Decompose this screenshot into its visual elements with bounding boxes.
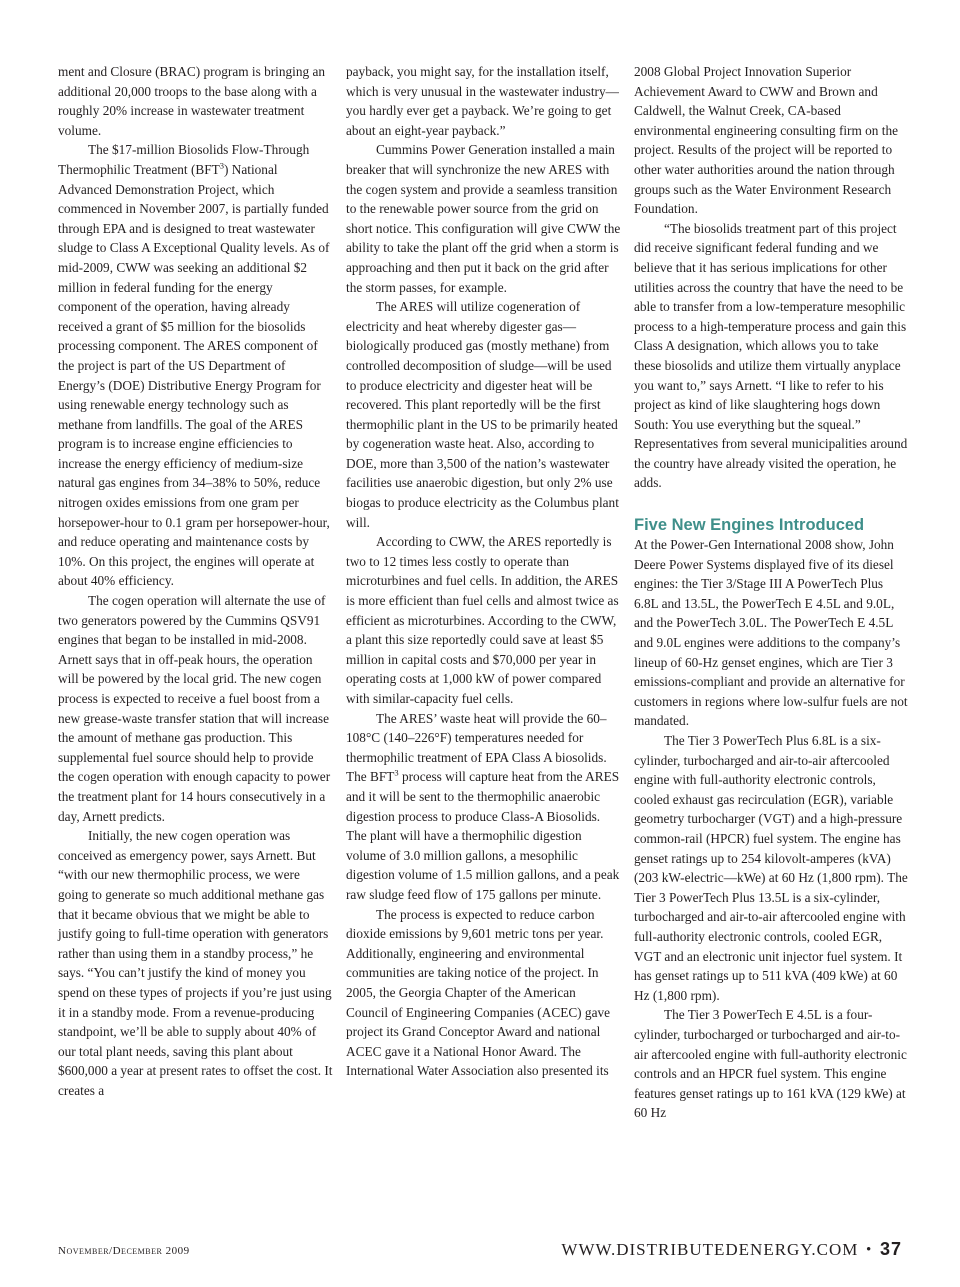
superscript: 3 — [219, 160, 225, 171]
website-link[interactable]: WWW.DISTRIBUTEDENERGY.COM — [561, 1240, 859, 1259]
article-column-1 — [58, 62, 333, 1100]
paragraph: The Tier 3 PowerTech E 4.5L is a four-cylinder, turbocharged or turbocharged and air-to-air aftercooled engine with full-authority electronic controls and an HPCR fuel system. This engine features genset ratings up to 161 kVA (129 kWe) at 60 Hz — [634, 1007, 907, 1121]
paragraph: Initially, the new cogen operation was conceived as emergency power, says Arnett. But “with our new thermophilic process, we were going to generate so much additional methane gas that it became obvious that we might be able to justify going to full-time operation with generators rather than using them in a standby process,” he says. “You can’t justify the kind of money you spend on these types of projects if you’re just using it in a standby mode. From a revenue-producing standpoint, we’ll be able to supply about 40% of our total plant needs, saving this plant about $600,000 a year at present rates to offset the cost. It creates a — [58, 828, 333, 1098]
text-run: process will capture heat from the ARES and it will be sent to the thermophilic anaerobic digestion process to produce Class-A Biosolids. The plant will have a thermophilic digestion volume of 3.0 million gallons, a mesophilic digestion volume of 1.5 million gallons, and a peak raw sludge feed flow of 175 gallons per minute. — [346, 769, 620, 902]
bullet-separator: • — [866, 1241, 872, 1256]
page-number: 37 — [879, 1239, 902, 1259]
article-column-2 — [346, 62, 621, 1081]
paragraph: According to CWW, the ARES reportedly is two to 12 times less costly to operate than microturbines and fuel cells. In addition, the ARES is more efficient than fuel cells and almost twice as efficient as microturbines. According to the CWW, a plant this size reportedly could save at least $5 million in capital costs and $70,000 per year in operating costs at 1,000 kW of power compared with similar-capacity fuel cells. — [346, 534, 619, 706]
page-footer — [561, 1239, 902, 1260]
paragraph: 2008 Global Project Innovation Superior Achievement Award to CWW and Brown and Caldwell, the Walnut Creek, CA-based environmental engineering consulting firm on the project. Results of the project will be reported to other water authorities around the nation through groups such as the Water Environment Research Foundation. — [634, 64, 899, 217]
article-column-3 — [634, 62, 909, 1123]
section-heading: Five New Engines Introduced — [634, 516, 865, 535]
paragraph — [346, 709, 621, 905]
text-run: The ARES’ waste heat will provide the 60–108°C (140–226°F) temperatures needed for thermophilic treatment of EPA Class A biosolids. The BFT — [346, 710, 607, 785]
paragraph: The process is expected to reduce carbon dioxide emissions by 9,601 metric tons per year. Additionally, engineering and environmental communities are taking notice of the project. In 2005, the Georgia Chapter of the American Council of Engineering Companies (ACEC) gave project its Grand Conceptor Award and national ACEC gave it a National Honor Award. The International Water Association also presented its — [346, 906, 611, 1079]
paragraph: payback, you might say, for the installation itself, which is very unusual in the wastewater industry—you hardly ever get a payback. We’re going to get about an eight-year payback.” — [346, 64, 619, 138]
superscript: 3 — [394, 767, 399, 778]
paragraph: Cummins Power Generation installed a main breaker that will synchronize the new ARES with the cogen system and provide a seamless transition to the renewable power source from the grid on short notice. This configuration will give CWW the ability to take the plant off the grid when a storm is approaching and then put it back on the grid after the storm passes, for example. — [346, 142, 621, 295]
paragraph: The ARES will utilize cogeneration of electricity and heat whereby digester gas—biologically produced gas (mostly methane) from controlled decomposition of sludge—will be used to produce electricity and digester heat will be recovered. This plant reportedly will be the first thermophilic plant in the US to be primarily heated by cogeneration waste heat. Also, according to DOE, more than 3,500 of the nation’s wastewater facilities use anaerobic digestion, but only 2% use biogas to produce electricity as the Columbus plant will. — [346, 299, 619, 530]
paragraph: The Tier 3 PowerTech Plus 6.8L is a six-cylinder, turbocharged and air-to-air aftercooled engine with full-authority electronic controls, cooled exhaust gas recirculation (EGR), variable geometry turbocharger (VGT) and a high-pressure common-rail (HPCR) fuel system. The engine has genset ratings up to 254 kilovolt-amperes (kVA) (203 kW-electric—kWe) at 60 Hz (1,800 rpm). The Tier 3 PowerTech Plus 13.5L is a six-cylinder, turbocharged and air-to-air aftercooled engine with full-authority electronic controls, cooled EGR, VGT and an electronic unit injector fuel system. It has genset ratings up to 511 kVA (409 kWe) at 60 Hz (1,800 rpm). — [634, 733, 908, 1003]
paragraph: ment and Closure (BRAC) program is bringing an additional 20,000 troops to the base along with a roughly 20% increase in wastewater treatment volume. — [58, 64, 326, 138]
text-run: ) National Advanced Demonstration Project, which commenced in November 2007, is partially funded through EPA and is designed to treat wastewater sludge to Class A Exceptional Quality levels. As of mid-2009, CWW was seeking an additional $2 million in federal funding for the energy component of the operation, having already received a grant of $5 million for the biosolids processing component. The ARES component of the project is part of the US Department of Energy’s (DOE) Distributive Energy Program for using renewable energy technology such as methane from landfills. The goal of the ARES program is to increase engine efficiencies to increase the energy efficiency of medium-size natural gas engines from 34–38% to 50%, reduce nitrogen oxides emissions from one gram per horsepower-hour to 0.1 gram per horsepower-hour, and reduce operating and maintenance costs by 10%. On this project, the engines will operate at about 40% efficiency. — [58, 161, 330, 589]
paragraph: “The biosolids treatment part of this project did receive significant federal funding and we believe that it has serious implications for other utilities across the country that have the need to be able to transfer from a low-temperature mesophilic process to a high-temperature process and gain this Class A designation, which allows you to take these biosolids and utilize them virtually anyplace you want to,” says Arnett. “I like to refer to his project as kind of like slaughtering hogs down South: You use everything but the squeal.” Representatives from several municipalities around the country have already visited the operation, he adds. — [634, 220, 908, 491]
paragraph: At the Power-Gen International 2008 show, John Deere Power Systems displayed five of its diesel engines: the Tier 3/Stage III A PowerTech Plus 6.8L and 13.5L, the PowerTech E 4.5L and 9.0L, and the PowerTech 3.0L. The PowerTech E 4.5L and 9.0L engines were additions to the company’s lineup of 60-Hz genset engines, which are Tier 3 emissions-compliant and provide an alternative for customers in regions where low-sulfur fuels are not mandated. — [634, 537, 908, 729]
text-run: The $17-million Biosolids Flow-Through Thermophilic Treatment (BFT — [58, 142, 310, 177]
paragraph: The cogen operation will alternate the use of two generators powered by the Cummins QSV91 engines that began to be installed in mid-2008. Arnett says that in off-peak hours, the operation will be powered by the local grid. The new cogen process is expected to receive a fuel boost from a new grease-waste transfer station that will increase the amount of methane gas production. This supplemental fuel source should help to provide the cogen operation with enough capacity to power the treatment plant for 14 hours consecutively in a day, Arnett predicts. — [58, 593, 331, 824]
paragraph — [58, 140, 333, 591]
issue-date: November/December 2009 — [58, 1245, 190, 1257]
